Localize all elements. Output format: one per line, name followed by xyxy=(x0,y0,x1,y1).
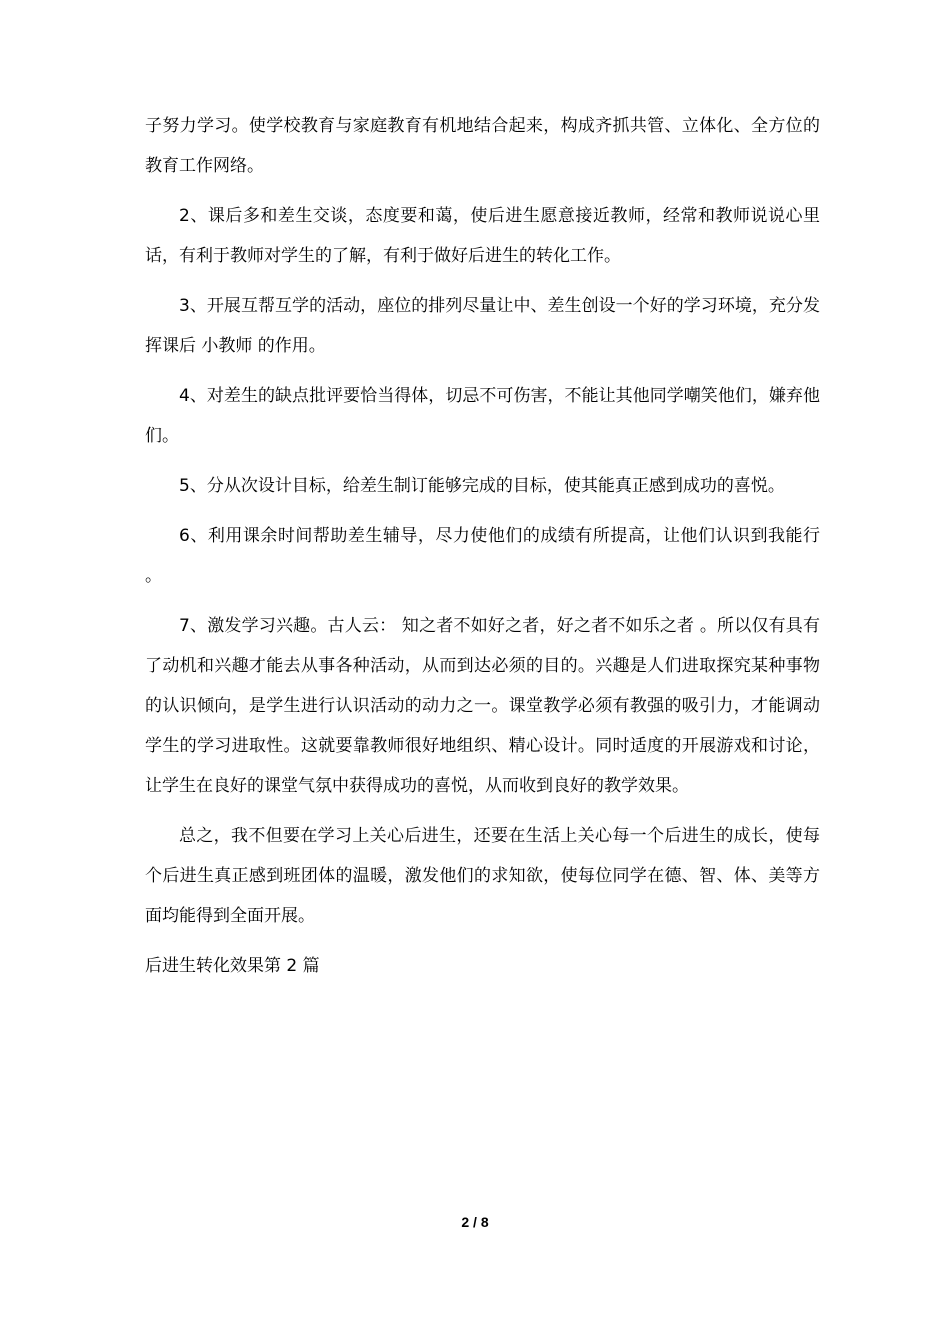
paragraph-4: 4、对差生的缺点批评要恰当得体，切忌不可伤害，不能让其他同学嘲笑他们，嫌弃他们。 xyxy=(145,386,820,446)
page-number: 2 / 8 xyxy=(461,1214,489,1230)
section-heading: 后进生转化效果第 2 篇 xyxy=(145,956,320,976)
paragraph-3: 3、开展互帮互学的活动，座位的排列尽量让中、差生创设一个好的学习环境，充分发挥课后 小教师 的作用。 xyxy=(145,296,820,356)
paragraph-2: 2、课后多和差生交谈，态度要和蔼，使后进生愿意接近教师，经常和教师说说心里话，有利于教师对学生的了解，有利于做好后进生的转化工作。 xyxy=(145,206,820,266)
paragraph-1: 子努力学习。使学校教育与家庭教育有机地结合起来，构成齐抓共管、立体化、全方位的教育工作网络。 xyxy=(145,116,820,176)
paragraph-5: 5、分从次设计目标，给差生制订能够完成的目标，使其能真正感到成功的喜悦。 xyxy=(179,476,785,496)
document-body xyxy=(145,106,820,996)
paragraph-8: 总之，我不但要在学习上关心后进生，还要在生活上关心每一个后进生的成长，使每个后进生真正感到班团体的温暖，激发他们的求知欲，使每位同学在德、智、体、美等方面均能得到全面开展。 xyxy=(145,826,820,926)
paragraph-6: 6、利用课余时间帮助差生辅导，尽力使他们的成绩有所提高，让他们认识到我能行 。 xyxy=(145,526,820,586)
paragraph-7: 7、激发学习兴趣。古人云： 知之者不如好之者，好之者不如乐之者 。所以仅有具有了动机和兴趣才能去从事各种活动，从而到达必须的目的。兴趣是人们进取探究某种事物的认识倾向，是学生进行认识活动的动力之一。课堂教学必须有教强的吸引力，才能调动学生的学习进取性。这就要靠教师很好地组织、精心设计。同时适度的开展游戏和讨论，让学生在良好的课堂气氛中获得成功的喜悦，从而收到良好的教学效果。 xyxy=(145,616,820,796)
